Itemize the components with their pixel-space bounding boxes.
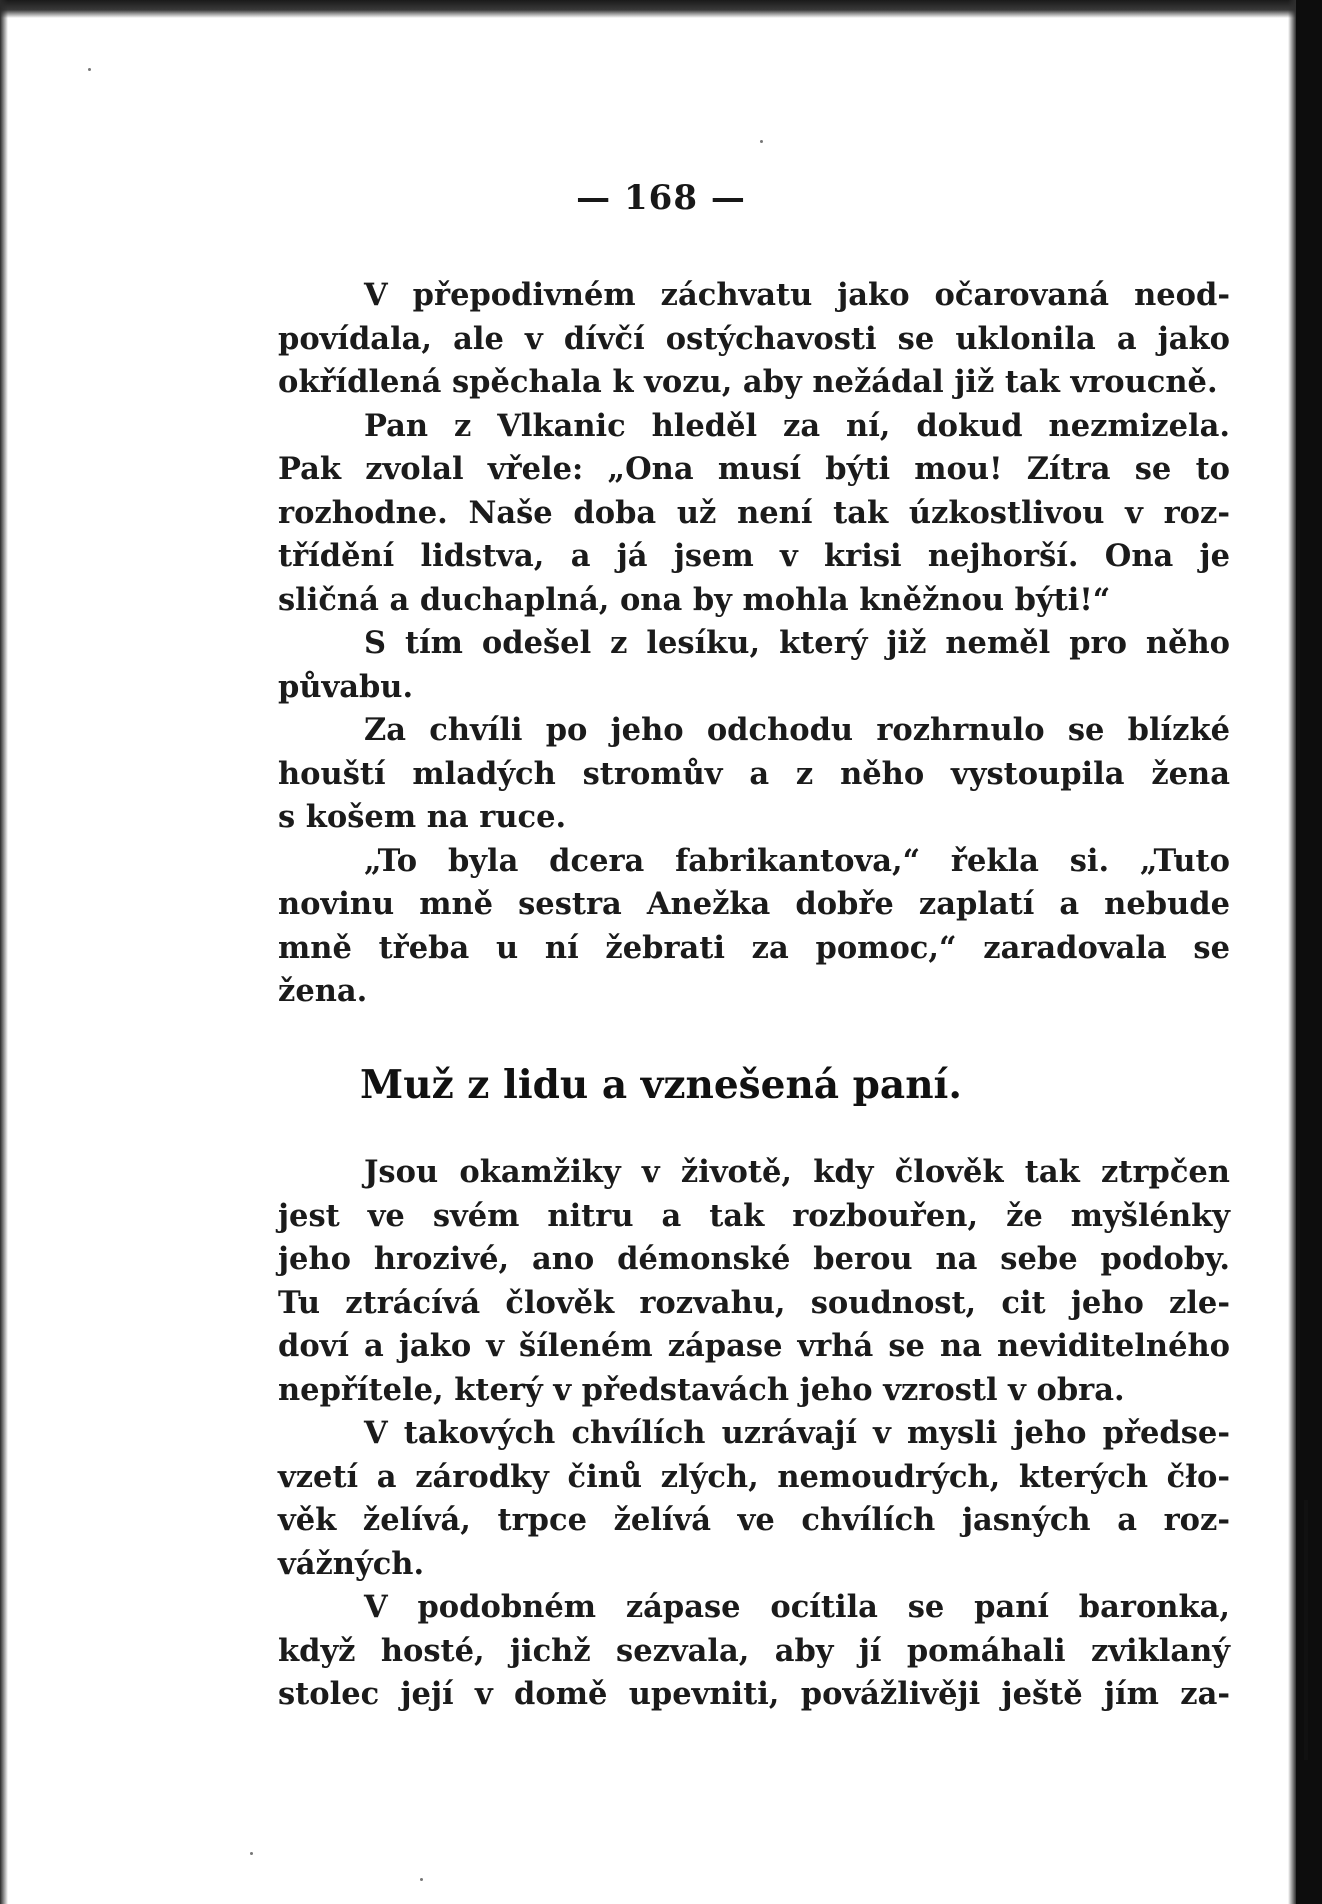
text-line: třídění lidstva, a já jsem v krisi nejhorší. Ona je <box>278 538 1230 574</box>
text-line: povídala, ale v dívčí ostýchavosti se uklonila a jako <box>278 320 1230 357</box>
text-line: doví a jako v šíleném zápase vrhá se na neviditelného <box>278 1328 1230 1364</box>
scan-edge-top <box>0 0 1322 18</box>
text-line: Za chvíli po jeho odchodu rozhrnulo se blízké <box>364 712 1230 748</box>
text-line: půvabu. <box>278 668 414 705</box>
text-line: Pak zvolal vřele: „Ona musí býti mou! Zítra se to <box>278 451 1230 487</box>
scan-speck <box>760 140 763 143</box>
text-line: „To byla dcera fabrikantova,“ řekla si. „Tuto <box>364 842 1230 879</box>
text-line: s košem na ruce. <box>278 799 567 835</box>
scan-edge-right <box>1296 0 1322 1904</box>
text-line: věk želívá, trpce želívá ve chvílích jasných a roz- <box>278 1502 1230 1538</box>
text-line: S tím odešel z lesíku, který již neměl pro něho <box>364 625 1230 661</box>
paragraphs-top <box>278 274 1230 1014</box>
text-line: mně třeba u ní žebrati za pomoc,“ zaradovala se <box>278 929 1230 966</box>
text-line: novinu mně sestra Anežka dobře zaplatí a nebude <box>278 886 1230 922</box>
scan-speck <box>420 1878 423 1881</box>
text-line: když hosté, jichž sezvala, aby jí pomáhali zviklaný <box>278 1632 1230 1669</box>
text-line: Jsou okamžiky v životě, kdy člověk tak ztrpčen <box>364 1154 1230 1190</box>
binding-mark <box>1304 1500 1308 1760</box>
section-heading: Muž z lidu a vznešená paní. <box>360 1062 962 1108</box>
text-line: vzetí a zárodky činů zlých, nemoudrých, kterých čło- <box>278 1458 1230 1495</box>
text-line: vážných. <box>278 1545 425 1582</box>
text-line: Pan z Vlkanic hleděl za ní, dokud nezmizela. <box>364 407 1230 444</box>
text-line: stolec její v domě upevniti, povážlivěji ještě jím za- <box>278 1676 1230 1712</box>
text-line: jeho hrozivé, ano démonské berou na sebe podoby. <box>278 1241 1230 1277</box>
page-number: — 168 — <box>576 178 746 218</box>
text-line: V podobném zápase ocítila se paní baronka, <box>364 1589 1230 1625</box>
text-line: žena. <box>278 973 368 1009</box>
scan-speck <box>88 68 91 71</box>
scan-speck <box>250 1852 253 1855</box>
text-line: nepřítele, který v představách jeho vzrostl v obra. <box>278 1371 1125 1408</box>
binding-mark <box>1297 1150 1300 1450</box>
text-line: V takových chvílích uzrávají v mysli jeho předse- <box>364 1415 1230 1451</box>
scan-edge-left <box>0 0 8 1904</box>
binding-mark <box>1297 520 1300 760</box>
text-line: V přepodivném záchvatu jako očarovaná neod- <box>364 277 1230 313</box>
scan-shadow-right <box>1288 0 1296 1904</box>
text-line: rozhodne. Naše doba už není tak úzkostlivou v roz- <box>278 494 1230 531</box>
text-line: jest ve svém nitru a tak rozbouřen, že myšlénky <box>278 1197 1230 1234</box>
text-line: houští mladých stromův a z něho vystoupila žena <box>278 755 1230 792</box>
text-line: sličná a duchaplná, ona by mohla kněžnou býti!“ <box>278 581 1111 618</box>
text-line: okřídlená spěchala k vozu, aby nežádal již tak vroucně. <box>278 364 1218 400</box>
paragraphs-bottom <box>278 1151 1230 1717</box>
text-line: Tu ztrácívá člověk rozvahu, soudnost, cit jeho zle- <box>278 1284 1230 1321</box>
